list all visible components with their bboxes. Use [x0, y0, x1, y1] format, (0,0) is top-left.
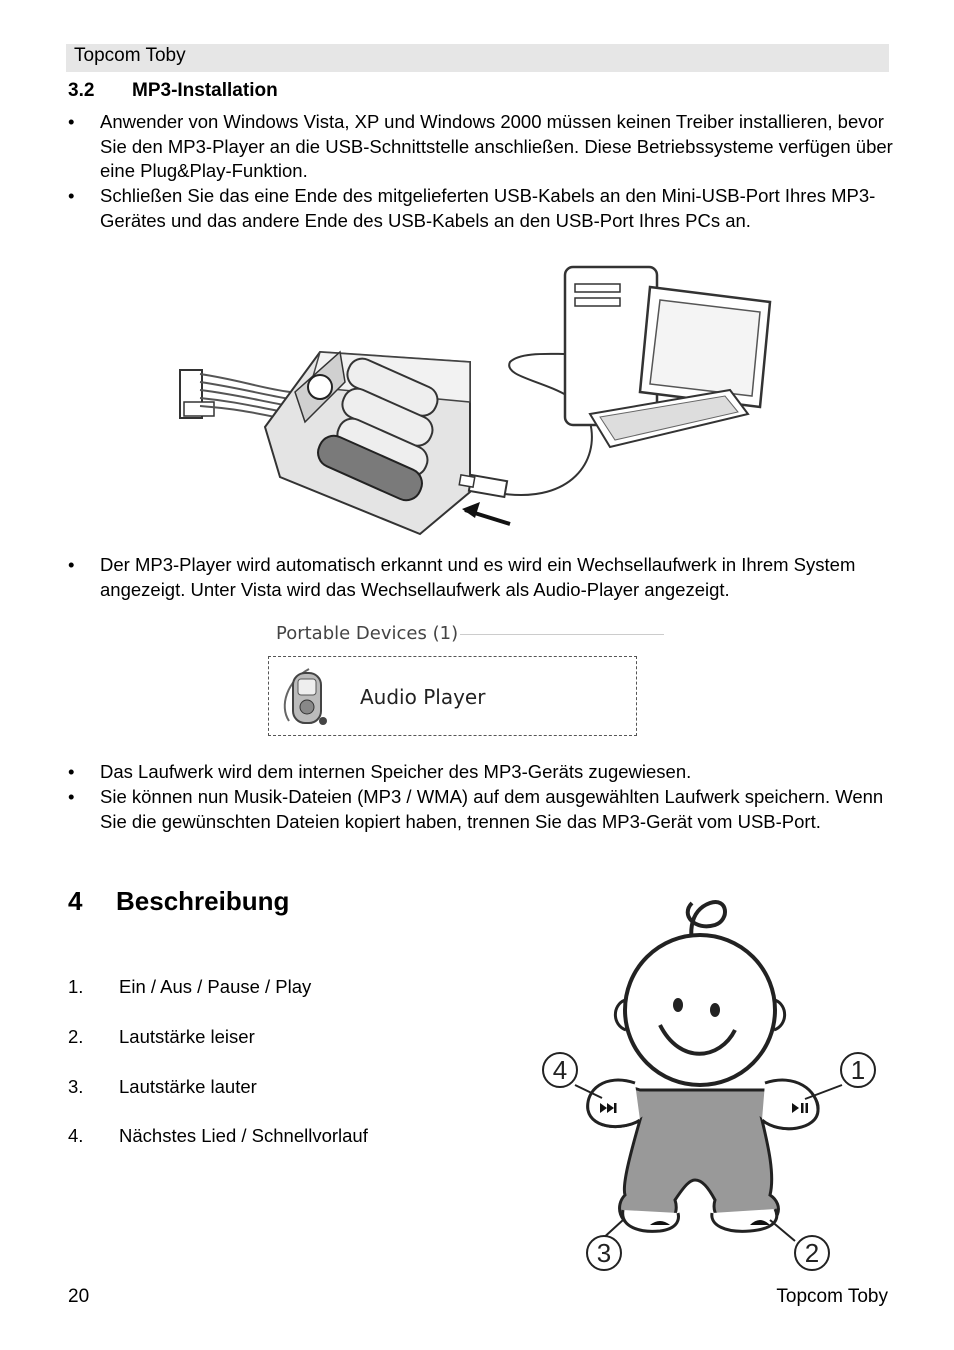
callout-1: [841, 1053, 875, 1087]
left-hand: [588, 1080, 640, 1127]
usb-connection-illustration: [170, 262, 790, 542]
toby-player-illustration: [530, 895, 890, 1285]
left-eye: [673, 998, 683, 1012]
section-title: Beschreibung: [116, 886, 290, 916]
battery-box: [265, 352, 470, 534]
header-bar: [66, 44, 889, 72]
monitor: [640, 287, 770, 407]
bullet-text: Der MP3-Player wird automatisch erkannt und es wird ein Wechsellaufwerk in Ihrem System angezeigt. Unter Vista wird das Wechsellaufwerk als Audio-Player angezeigt.: [100, 554, 856, 600]
svg-text:2: 2: [804, 1238, 820, 1268]
section-title: MP3-Installation: [132, 80, 278, 101]
audio-player-item[interactable]: [268, 656, 637, 736]
bullet-text: Schließen Sie das eine Ende des mitgelieferten USB-Kabels an den Mini-USB-Port Ihres MP3-Gerätes und das andere Ende des USB-Kabels an den USB-Port Ihres PCs an.: [100, 185, 876, 231]
bullet-text: Anwender von Windows Vista, XP und Windows 2000 müssen keinen Treiber installieren, bevor Sie den MP3-Player an die USB-Schnittstelle anschließen. Diese Betriebssysteme verfügen über eine Plug&Play-Funktion.: [100, 111, 893, 181]
right-eye: [710, 1003, 720, 1017]
section-number: 4: [68, 886, 83, 916]
svg-text:4: 4: [552, 1055, 568, 1085]
callout-4: [543, 1053, 577, 1087]
callout-3: [587, 1236, 621, 1270]
ribbon-connector: [180, 370, 290, 420]
page-number: 20: [68, 1286, 90, 1307]
header-title: Topcom Toby: [74, 45, 186, 66]
head: [625, 935, 775, 1085]
bullet-text: Sie können nun Musik-Dateien (MP3 / WMA) auf dem ausgewählten Laufwerk speichern. Wenn Sie die gewünschten Dateien kopiert haben, trennen Sie das MP3-Gerät vom USB-Port.: [100, 786, 884, 832]
right-hand: [762, 1080, 818, 1129]
bullet-text: Das Laufwerk wird dem internen Speicher des MP3-Geräts zugewiesen.: [100, 761, 692, 782]
left-foot: [623, 1210, 679, 1231]
callout-2: [795, 1236, 829, 1270]
section-number: 3.2: [68, 80, 95, 101]
item-label: Audio Player: [360, 685, 486, 709]
section-heading-4: [68, 884, 289, 918]
audio-player-icon: [279, 661, 337, 731]
group-label: Portable Devices (1): [276, 623, 459, 644]
portable-devices-panel: [250, 620, 664, 748]
svg-text:3: 3: [596, 1238, 612, 1268]
svg-text:1: 1: [850, 1055, 866, 1085]
section-heading-3-2: [68, 79, 278, 103]
group-divider: [460, 634, 664, 635]
footer-brand: Topcom Toby: [776, 1286, 888, 1307]
